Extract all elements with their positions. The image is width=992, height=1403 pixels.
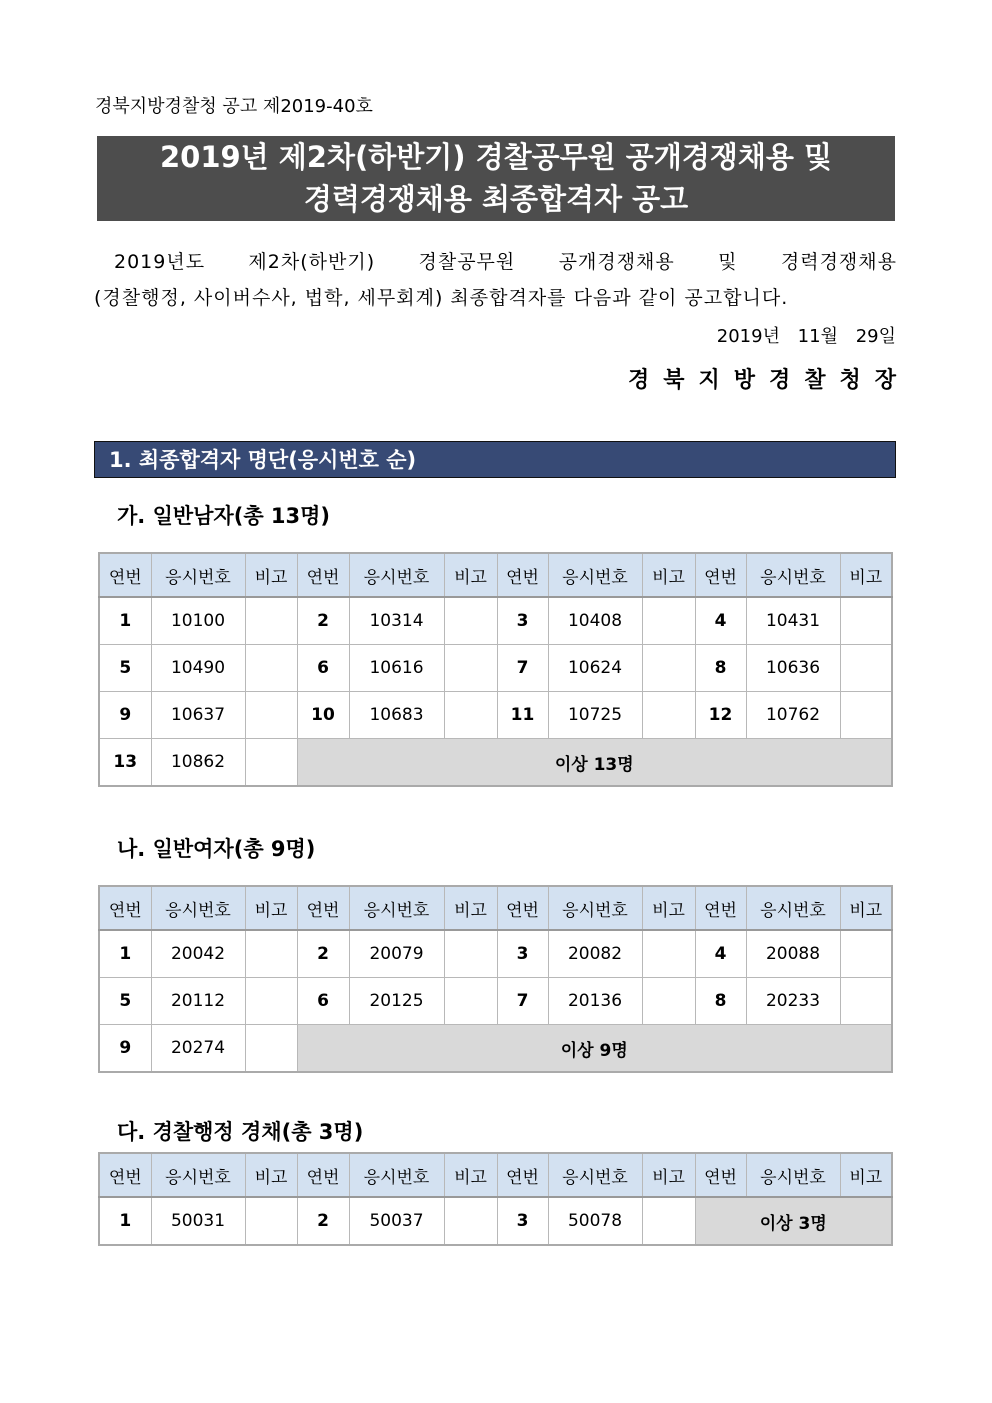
title-line-1: 2019년 제2차(하반기) 경찰공무원 공개경쟁채용 및	[159, 140, 833, 174]
remarks-cell	[840, 645, 892, 692]
header-remarks: 비고	[245, 553, 297, 597]
header-exam-number: 응시번호	[151, 553, 245, 597]
header-exam-number: 응시번호	[746, 1153, 840, 1197]
passers-table	[98, 1152, 893, 1246]
serial-cell: 1	[99, 597, 151, 645]
exam-number-cell: 10314	[349, 597, 444, 645]
header-serial: 연번	[99, 886, 151, 930]
passers-table	[98, 885, 893, 1073]
serial-cell: 12	[695, 692, 746, 739]
remarks-cell	[840, 978, 892, 1025]
exam-number-cell: 10683	[349, 692, 444, 739]
serial-cell: 8	[695, 645, 746, 692]
summary-cell: 이상 3명	[695, 1197, 892, 1245]
serial-cell: 1	[99, 1197, 151, 1245]
serial-cell: 4	[695, 597, 746, 645]
serial-cell: 3	[497, 597, 548, 645]
remarks-cell	[642, 930, 695, 978]
serial-cell: 1	[99, 930, 151, 978]
issuer-name: 경북지방경찰청장	[627, 368, 910, 393]
exam-number-cell: 20079	[349, 930, 444, 978]
remarks-cell	[245, 1197, 297, 1245]
table-heading: 다. 경찰행정 경채(총 3명)	[117, 1120, 364, 1144]
remarks-cell	[840, 597, 892, 645]
remarks-cell	[245, 645, 297, 692]
exam-number-cell: 10431	[746, 597, 840, 645]
announcement-date: 2019년 11월 29일	[716, 326, 896, 347]
summary-cell: 이상 13명	[297, 739, 892, 787]
serial-cell: 3	[497, 1197, 548, 1245]
remarks-cell	[245, 597, 297, 645]
serial-cell: 9	[99, 1025, 151, 1073]
header-serial: 연번	[297, 886, 349, 930]
exam-number-cell: 20274	[151, 1025, 245, 1073]
header-remarks: 비고	[245, 886, 297, 930]
remarks-cell	[245, 692, 297, 739]
header-remarks: 비고	[444, 886, 497, 930]
header-exam-number: 응시번호	[349, 1153, 444, 1197]
remarks-cell	[642, 645, 695, 692]
serial-cell: 6	[297, 645, 349, 692]
intro-line-1: 2019년도 제2차(하반기) 경찰공무원 공개경쟁채용 및 경력경쟁채용	[114, 251, 897, 273]
header-exam-number: 응시번호	[548, 553, 642, 597]
exam-number-cell: 50037	[349, 1197, 444, 1245]
serial-cell: 11	[497, 692, 548, 739]
notice-number: 경북지방경찰청 공고 제2019-40호	[95, 96, 373, 117]
remarks-cell	[444, 930, 497, 978]
serial-cell: 13	[99, 739, 151, 787]
serial-cell: 6	[297, 978, 349, 1025]
remarks-cell	[444, 692, 497, 739]
table-header-row	[99, 886, 892, 930]
exam-number-cell: 10490	[151, 645, 245, 692]
header-remarks: 비고	[840, 553, 892, 597]
exam-number-cell: 10616	[349, 645, 444, 692]
header-remarks: 비고	[444, 553, 497, 597]
exam-number-cell: 50078	[548, 1197, 642, 1245]
intro-line-2: (경찰행정, 사이버수사, 법학, 세무회계) 최종합격자를 다음과 같이 공고합니다.	[94, 287, 789, 309]
summary-cell: 이상 9명	[297, 1025, 892, 1073]
header-remarks: 비고	[840, 1153, 892, 1197]
header-serial: 연번	[497, 1153, 548, 1197]
table-row	[99, 978, 892, 1025]
table-heading: 나. 일반여자(총 9명)	[117, 837, 316, 861]
remarks-cell	[245, 978, 297, 1025]
header-remarks: 비고	[245, 1153, 297, 1197]
exam-number-cell: 10624	[548, 645, 642, 692]
serial-cell: 5	[99, 978, 151, 1025]
header-serial: 연번	[99, 553, 151, 597]
exam-number-cell: 10862	[151, 739, 245, 787]
exam-number-cell: 20082	[548, 930, 642, 978]
exam-number-cell: 20233	[746, 978, 840, 1025]
remarks-cell	[840, 930, 892, 978]
remarks-cell	[444, 597, 497, 645]
header-exam-number: 응시번호	[548, 1153, 642, 1197]
table-header-row	[99, 553, 892, 597]
header-serial: 연번	[297, 1153, 349, 1197]
serial-cell: 9	[99, 692, 151, 739]
header-exam-number: 응시번호	[151, 1153, 245, 1197]
header-remarks: 비고	[642, 553, 695, 597]
table-row	[99, 645, 892, 692]
exam-number-cell: 20125	[349, 978, 444, 1025]
header-remarks: 비고	[642, 886, 695, 930]
remarks-cell	[642, 597, 695, 645]
table-row	[99, 692, 892, 739]
table-row	[99, 1197, 892, 1245]
serial-cell: 10	[297, 692, 349, 739]
announcement-title	[97, 136, 895, 221]
header-serial: 연번	[297, 553, 349, 597]
header-serial: 연번	[695, 886, 746, 930]
exam-number-cell: 20042	[151, 930, 245, 978]
header-exam-number: 응시번호	[746, 886, 840, 930]
exam-number-cell: 10100	[151, 597, 245, 645]
exam-number-cell: 10408	[548, 597, 642, 645]
exam-number-cell: 20136	[548, 978, 642, 1025]
header-serial: 연번	[497, 886, 548, 930]
serial-cell: 4	[695, 930, 746, 978]
exam-number-cell: 20088	[746, 930, 840, 978]
remarks-cell	[444, 645, 497, 692]
serial-cell: 8	[695, 978, 746, 1025]
serial-cell: 2	[297, 597, 349, 645]
header-remarks: 비고	[444, 1153, 497, 1197]
remarks-cell	[444, 1197, 497, 1245]
section-title: 1. 최종합격자 명단(응시번호 순)	[94, 441, 896, 478]
exam-number-cell: 50031	[151, 1197, 245, 1245]
serial-cell: 3	[497, 930, 548, 978]
remarks-cell	[245, 1025, 297, 1073]
serial-cell: 7	[497, 645, 548, 692]
header-serial: 연번	[99, 1153, 151, 1197]
exam-number-cell: 20112	[151, 978, 245, 1025]
title-line-2: 경력경쟁채용 최종합격자 공고	[303, 182, 689, 216]
passers-table	[98, 552, 893, 787]
remarks-cell	[245, 739, 297, 787]
remarks-cell	[642, 1197, 695, 1245]
header-exam-number: 응시번호	[349, 886, 444, 930]
exam-number-cell: 10725	[548, 692, 642, 739]
serial-cell: 2	[297, 1197, 349, 1245]
exam-number-cell: 10637	[151, 692, 245, 739]
table-heading: 가. 일반남자(총 13명)	[117, 504, 331, 528]
header-serial: 연번	[695, 1153, 746, 1197]
header-remarks: 비고	[642, 1153, 695, 1197]
header-serial: 연번	[695, 553, 746, 597]
table-row	[99, 597, 892, 645]
remarks-cell	[642, 692, 695, 739]
remarks-cell	[245, 930, 297, 978]
serial-cell: 7	[497, 978, 548, 1025]
header-exam-number: 응시번호	[349, 553, 444, 597]
header-remarks: 비고	[840, 886, 892, 930]
table-header-row	[99, 1153, 892, 1197]
remarks-cell	[444, 978, 497, 1025]
intro-paragraph	[94, 244, 897, 316]
table-row	[99, 930, 892, 978]
table-row	[99, 739, 892, 787]
header-exam-number: 응시번호	[746, 553, 840, 597]
header-serial: 연번	[497, 553, 548, 597]
exam-number-cell: 10762	[746, 692, 840, 739]
table-row	[99, 1025, 892, 1073]
serial-cell: 5	[99, 645, 151, 692]
remarks-cell	[840, 692, 892, 739]
remarks-cell	[642, 978, 695, 1025]
serial-cell: 2	[297, 930, 349, 978]
header-exam-number: 응시번호	[548, 886, 642, 930]
header-exam-number: 응시번호	[151, 886, 245, 930]
exam-number-cell: 10636	[746, 645, 840, 692]
